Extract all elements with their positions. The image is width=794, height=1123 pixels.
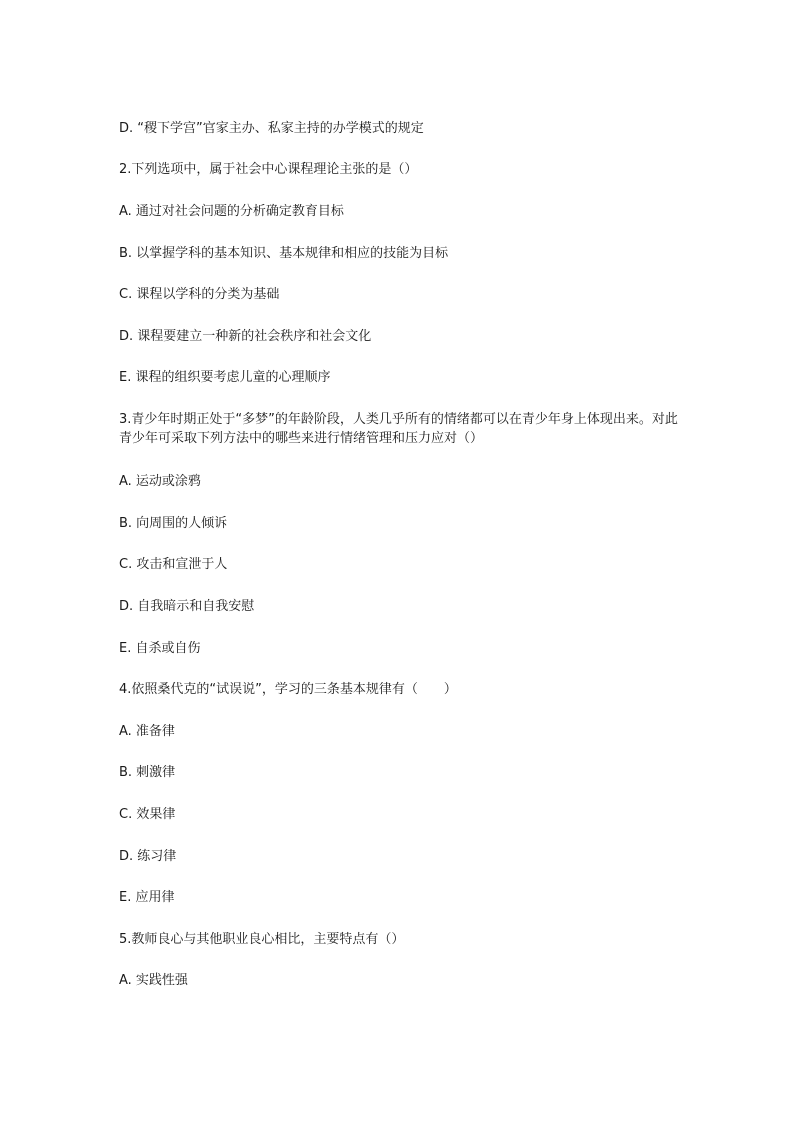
- option-e-q2: E. 课程的组织要考虑儿童的心理顺序: [119, 370, 331, 385]
- option-d-q3: D. 自我暗示和自我安慰: [119, 599, 255, 614]
- option-c-q4: C. 效果律: [119, 807, 176, 822]
- option-d-q4: D. 练习律: [119, 849, 177, 864]
- question-5: 5.教师良心与其他职业良心相比，主要特点有（）: [119, 932, 405, 947]
- option-b-q3: B. 向周围的人倾诉: [119, 516, 228, 531]
- option-b-q4: B. 刺激律: [119, 765, 176, 780]
- option-a-q3: A. 运动或涂鸦: [119, 474, 201, 489]
- option-b-q2: B. 以掌握学科的基本知识、基本规律和相应的技能为目标: [119, 246, 449, 261]
- option-e-q3: E. 自杀或自伤: [119, 641, 201, 656]
- option-c-q3: C. 攻击和宣泄于人: [119, 557, 228, 572]
- option-a-q4: A. 准备律: [119, 724, 175, 739]
- question-2: 2.下列选项中，属于社会中心课程理论主张的是（）: [119, 162, 418, 177]
- option-d-q2: D. 课程要建立一种新的社会秩序和社会文化: [119, 329, 372, 344]
- question-4: 4.依照桑代克的“试误说”，学习的三条基本规律有（ ）: [119, 682, 457, 697]
- option-d-q1: D. “稷下学宫”官家主办、私家主持的办学模式的规定: [119, 121, 424, 136]
- option-c-q2: C. 课程以学科的分类为基础: [119, 287, 280, 302]
- option-e-q4: E. 应用律: [119, 890, 175, 905]
- option-a-q5: A. 实践性强: [119, 973, 188, 988]
- option-a-q2: A. 通过对社会问题的分析确定教育目标: [119, 204, 344, 219]
- question-3: 3.青少年时期正处于“多梦”的年龄阶段，人类几乎所有的情绪都可以在青少年身上体现出来。对此青少年可采取下列方法中的哪些来进行情绪管理和压力应对（）: [119, 412, 678, 446]
